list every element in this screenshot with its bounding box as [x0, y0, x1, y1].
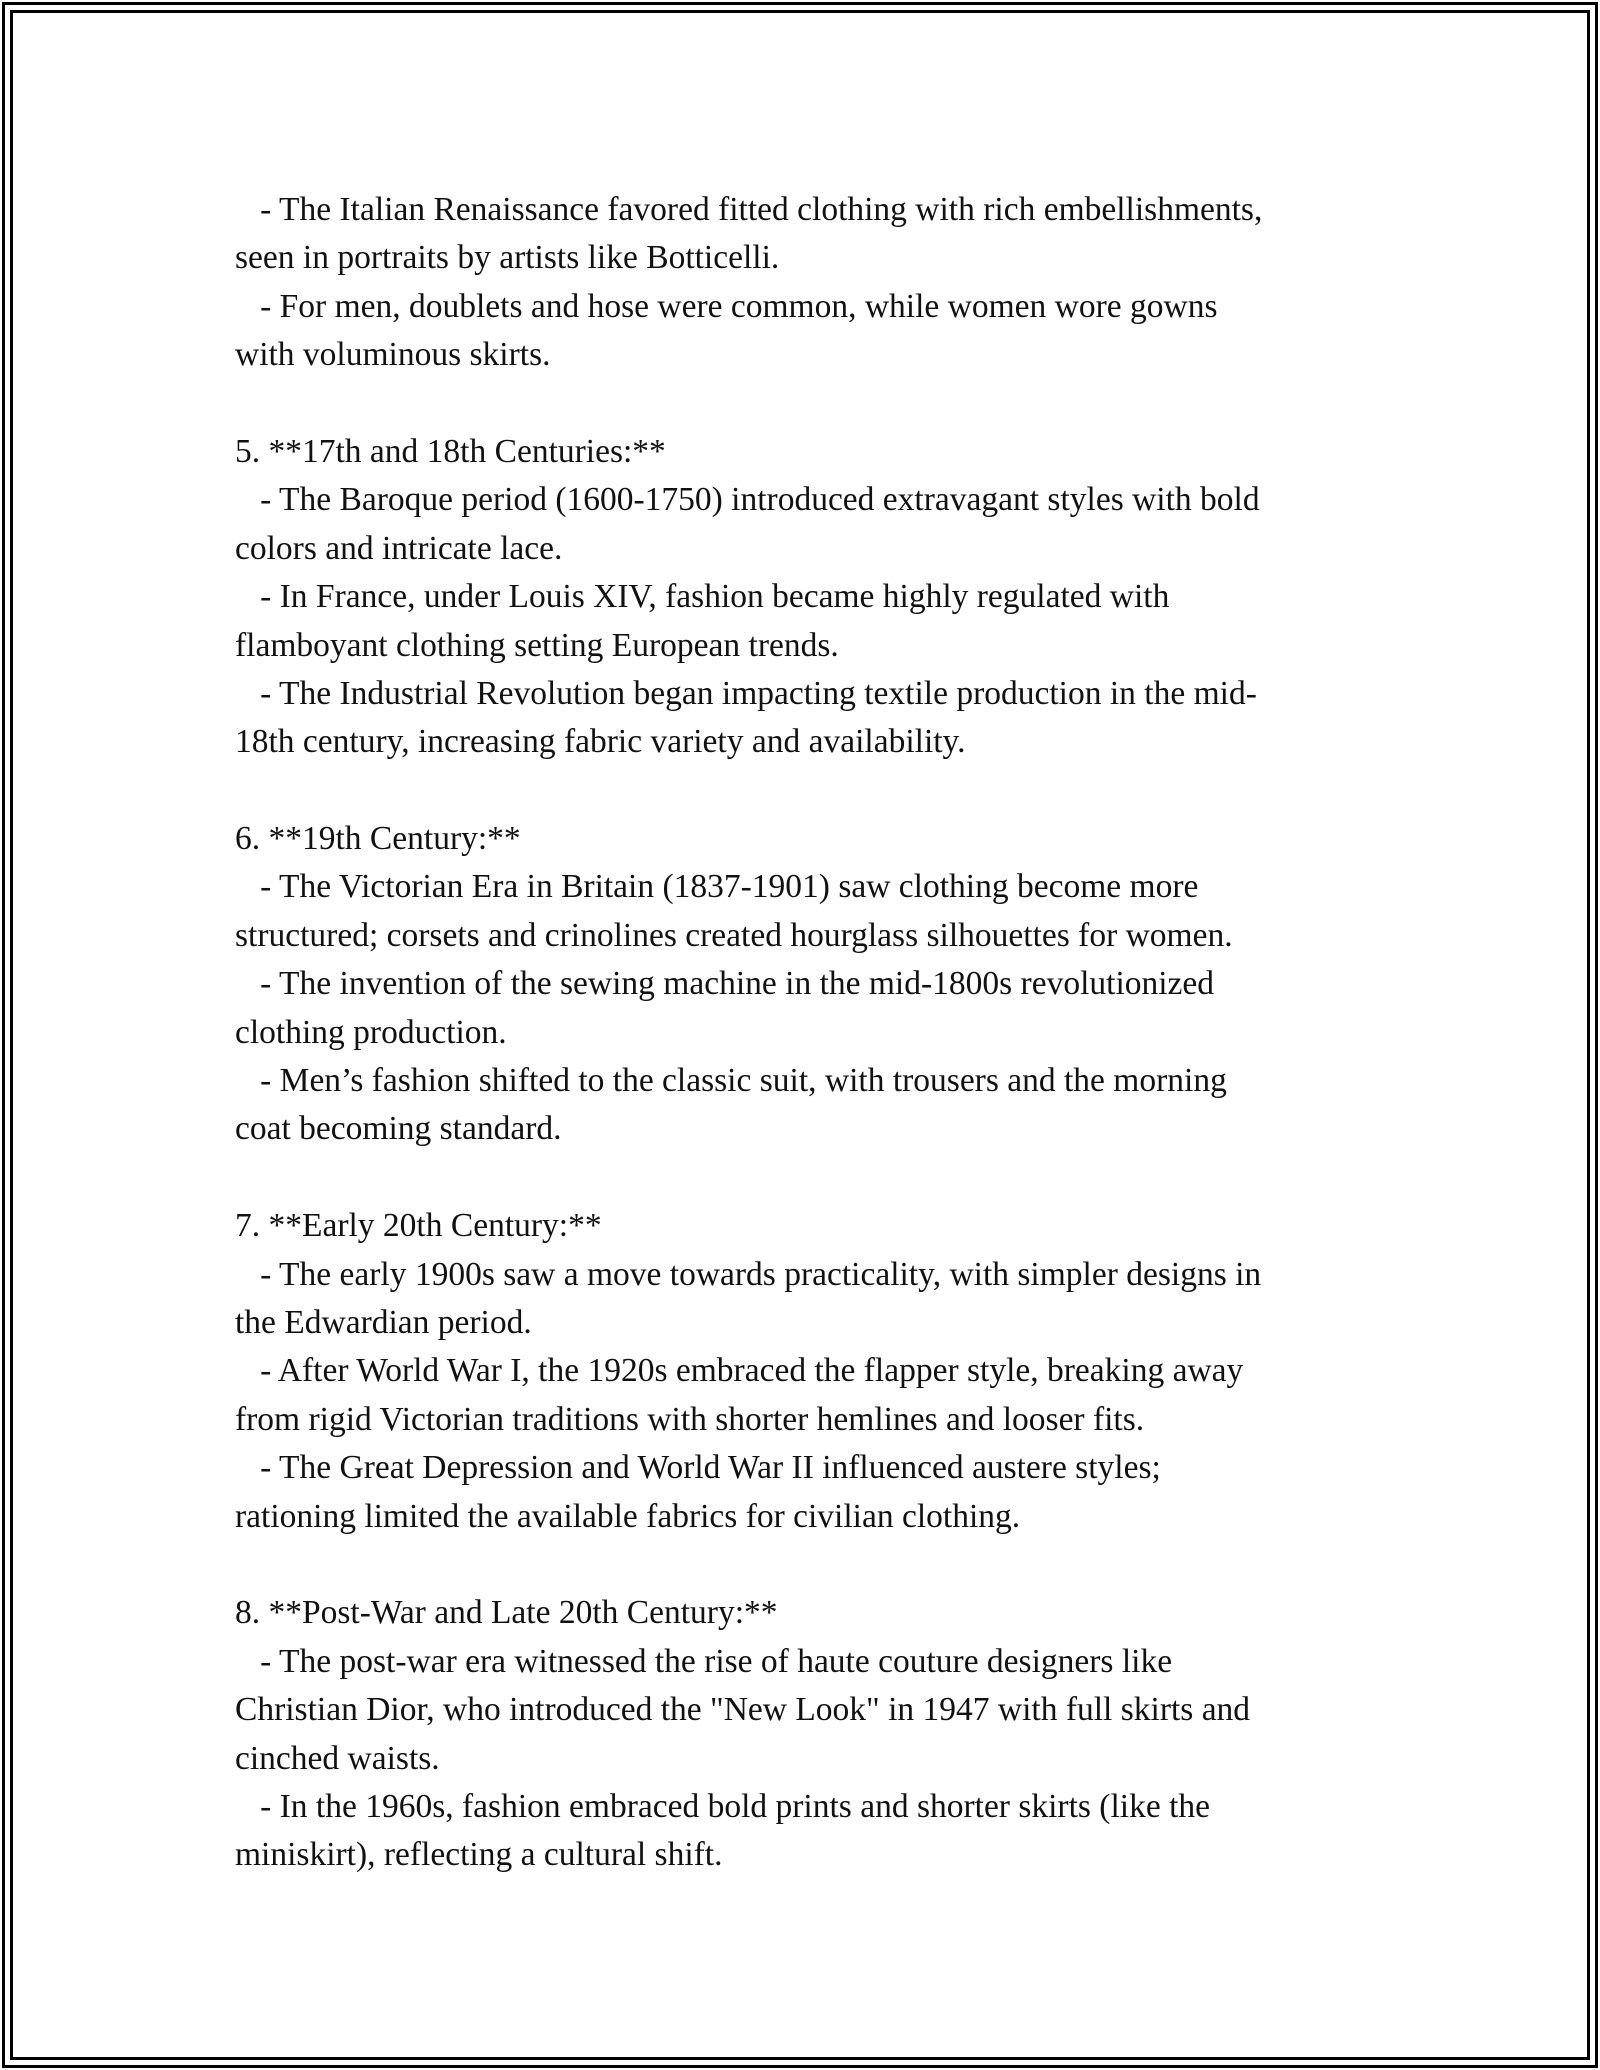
text-line: seen in portraits by artists like Botticelli. — [235, 239, 780, 277]
text-line: with voluminous skirts. — [235, 336, 551, 374]
text-line: from rigid Victorian traditions with shorter hemlines and looser fits. — [235, 1400, 1145, 1438]
text-line: - After World War I, the 1920s embraced the flapper style, breaking away — [235, 1352, 1244, 1390]
text-line: colors and intricate lace. — [235, 529, 563, 567]
text-line: - For men, doublets and hose were common, while women wore gowns — [235, 287, 1218, 325]
text-line: Christian Dior, who introduced the "New Look" in 1947 with full skirts and — [235, 1691, 1251, 1729]
section-heading: 7. **Early 20th Century:** — [235, 1207, 602, 1245]
text-line: cinched waists. — [235, 1739, 440, 1777]
text-line: - The Great Depression and World War II influenced austere styles; — [235, 1449, 1161, 1487]
blank-line — [235, 1541, 1385, 1589]
section-heading: 8. **Post-War and Late 20th Century:** — [235, 1594, 778, 1632]
text-line: - The invention of the sewing machine in the mid-1800s revolutionized — [235, 965, 1215, 1003]
text-line: - The Victorian Era in Britain (1837-1901) saw clothing become more — [235, 868, 1199, 906]
text-line: clothing production. — [235, 1013, 507, 1051]
text-line: - In the 1960s, fashion embraced bold prints and shorter skirts (like the — [235, 1787, 1211, 1825]
text-line: - In France, under Louis XIV, fashion became highly regulated with — [235, 578, 1170, 616]
text-line: - The Italian Renaissance favored fitted clothing with rich embellishments, — [235, 191, 1263, 228]
text-line: coat becoming standard. — [235, 1110, 562, 1148]
section-heading: 6. **19th Century:** — [235, 820, 521, 858]
blank-line — [235, 767, 1385, 815]
text-line: rationing limited the available fabrics for civilian clothing. — [235, 1497, 1021, 1535]
text-line: - Men’s fashion shifted to the classic suit, with trousers and the morning — [235, 1062, 1227, 1100]
document-body — [235, 186, 1385, 1880]
text-line: - The post-war era witnessed the rise of haute couture designers like — [235, 1642, 1173, 1680]
blank-line — [235, 1154, 1385, 1202]
section-heading: 5. **17th and 18th Centuries:** — [235, 432, 666, 470]
text-line: - The Baroque period (1600-1750) introduced extravagant styles with bold — [235, 481, 1260, 519]
text-line: miniskirt), reflecting a cultural shift. — [235, 1836, 723, 1874]
text-line: - The early 1900s saw a move towards practicality, with simpler designs in — [235, 1255, 1262, 1293]
text-line: - The Industrial Revolution began impacting textile production in the mid- — [235, 674, 1257, 712]
text-line: flamboyant clothing setting European trends. — [235, 626, 839, 664]
text-line: structured; corsets and crinolines created hourglass silhouettes for women. — [235, 916, 1233, 954]
blank-line — [235, 380, 1385, 428]
text-line: the Edwardian period. — [235, 1303, 532, 1341]
text-line: 18th century, increasing fabric variety and availability. — [235, 723, 966, 761]
